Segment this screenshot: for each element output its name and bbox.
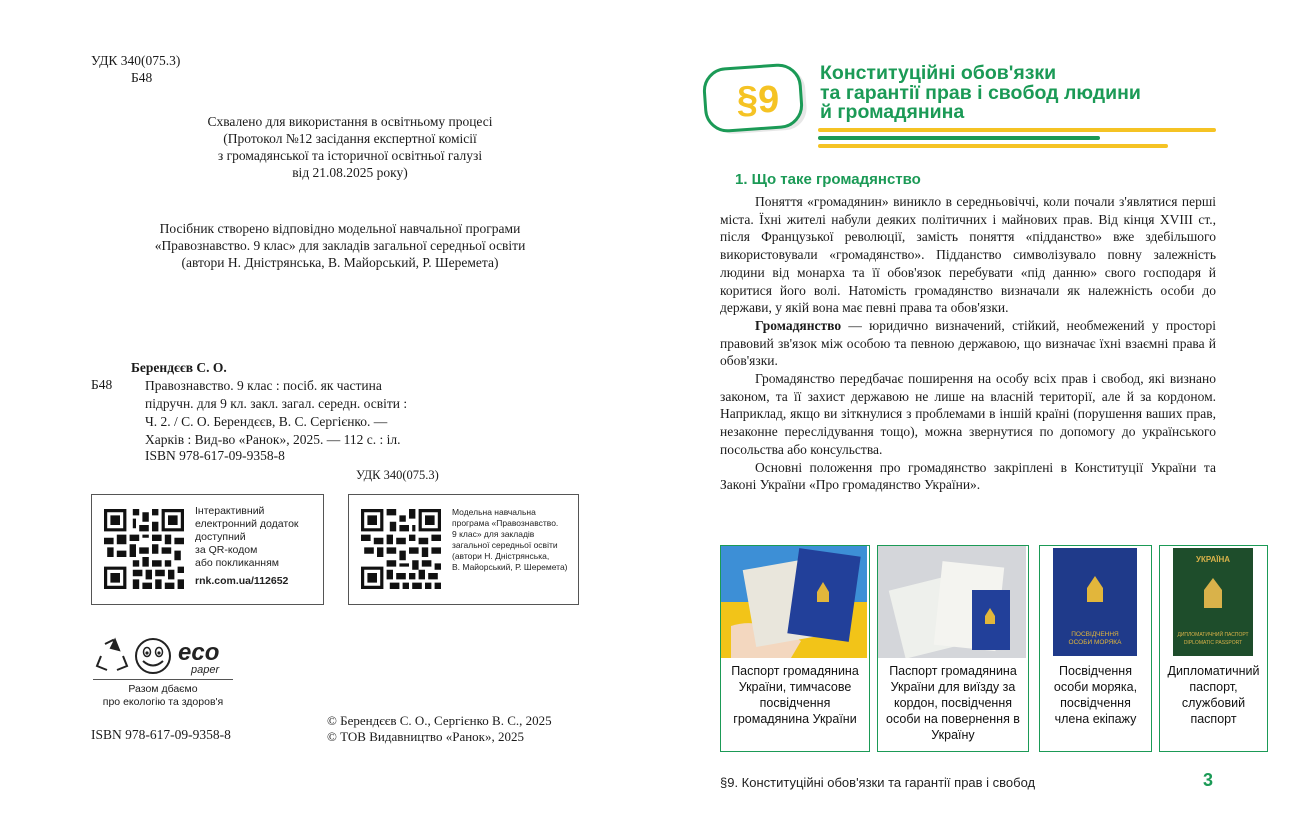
page-footer: §9. Конституційні обов'язки та гарантії прав і свобод: [720, 775, 1036, 790]
udk-code: УДК 340(075.3): [91, 53, 181, 68]
paragraph: Поняття «громадянин» виникло в середньовіччі, коли почали з'являтися перші міста. Їхні жителі набули деяких політичних і майнових прав. Від кінця XVIII ст., після Французької революції, замість поняття «підданство» вже здебільшого використовували «громадянство». Підданство символізувало повну залежність людини від монарха та її обов'язок перебувати «під данню» свого господаря й коритися його волі. Натомість громадянство визначали як належність особи до держави, у якій вона має певні права та обов'язки.: [720, 194, 1216, 316]
title-line: й громадянина: [820, 101, 965, 123]
biblio-line: Харків : Вид-во «Ранок», 2025. — 112 с. : іл.: [145, 432, 401, 447]
eco-sub: paper: [191, 664, 220, 676]
body-text: [720, 193, 1216, 494]
qr-code-icon[interactable]: [361, 509, 441, 589]
card-caption: Паспорт громадянина України для виїзду за кордон, посвідчення особи на повернення в Україну: [886, 664, 1020, 742]
biblio-line: Ч. 2. / С. О. Берендєєв, В. С. Сергієнко. —: [145, 414, 388, 429]
recycle-icon: [97, 640, 127, 670]
program-line: «Правознавство. 9 клас» для закладів загальної середньої освіти: [154, 238, 526, 253]
author-name: Берендєєв С. О.: [131, 360, 227, 375]
title-line: Конституційні обов'язки: [820, 62, 1057, 84]
seaman-id-photo: [1040, 546, 1149, 658]
document-card: [877, 545, 1029, 752]
divider: [93, 679, 233, 680]
biblio-description: [145, 377, 455, 449]
smiley-icon: [136, 639, 170, 673]
document-card: [720, 545, 870, 752]
card-caption: Посвідчення особи моряка, посвідчення члена екіпажу: [1053, 664, 1138, 726]
copyright-line: © Берендєєв С. О., Сергієнко В. С., 2025: [327, 713, 552, 728]
eco-word: eco: [178, 639, 220, 666]
isbn-biblio: ISBN 978-617-09-9358-8: [145, 448, 285, 463]
title-line: та гарантії прав і свобод людини: [820, 81, 1141, 104]
copyright-line: © ТОВ Видавництво «Ранок», 2025: [327, 729, 524, 744]
section-badge: [700, 62, 812, 136]
page-number: 3: [1203, 770, 1214, 790]
chapter-title: [820, 64, 1141, 123]
card-caption: Дипломатичний паспорт, службовий паспорт: [1167, 664, 1260, 726]
approval-line: від 21.08.2025 року): [292, 165, 408, 180]
decor-line: [818, 144, 1168, 148]
definition: — юридично визначений, стійкий, необмежений у просторі правовий зв'язок між особою та певною державою, що визначає їхні взаємні права й обов'язки.: [720, 317, 1216, 369]
document-card: [1039, 545, 1152, 752]
udk-right: УДК 340(075.3): [356, 468, 439, 482]
qr-box-program[interactable]: [348, 494, 579, 605]
qr-text-line: програма «Правознавство.: [452, 518, 559, 528]
qr-text-line: електронний додаток: [195, 518, 299, 530]
program-line: (автори Н. Дністрянська, В. Майорський, Р. Шеремета): [181, 255, 499, 270]
diplomatic-passport-photo: [1160, 546, 1265, 658]
eco-paper-logo: [93, 636, 235, 678]
biblio-line: Правознавство. 9 клас : посіб. як частина: [145, 378, 382, 393]
eco-slogan-line: про екологію та здоров'я: [102, 696, 224, 708]
qr-text-line: Інтерактивний: [195, 505, 265, 517]
biblio-line: підручн. для 9 кл. закл. загал. середн. освіти :: [145, 396, 408, 411]
paragraph: Громадянство передбачає поширення на особу всіх прав і свобод, які визнано законом, та її захист державою не лише на власній території, але й за кордоном. Наприклад, якщо ви зіткнулися з проблемами в іншій країні (порушення ваших прав, незаконне переслідування тощо), можна звернутися по допомогу до українського посольства або консульства.: [720, 371, 1216, 457]
qr-text-line: доступний: [195, 531, 246, 543]
qr-link[interactable]: rnk.com.ua/112652: [195, 575, 289, 587]
svg-text:DIPLOMATIC PASSPORT: DIPLOMATIC PASSPORT: [1183, 640, 1243, 646]
card-caption: Паспорт громадянина України, тимчасове посвідчення громадянина України: [731, 664, 859, 726]
approval-line: з громадянської та історичної освітньої галузі: [217, 148, 483, 163]
subsection-heading: 1. Що таке громадянство: [735, 171, 921, 188]
svg-text:ОСОБИ МОРЯКА: ОСОБИ МОРЯКА: [1068, 639, 1122, 646]
svg-text:ДИПЛОМАТИЧНИЙ ПАСПОРТ: ДИПЛОМАТИЧНИЙ ПАСПОРТ: [1177, 632, 1249, 638]
qr-text-line: (автори Н. Дністрянська,: [452, 551, 550, 561]
qr-text-line: Модельна навчальна: [452, 507, 536, 517]
qr-code-icon[interactable]: [104, 509, 184, 589]
program-block: [110, 220, 570, 271]
qr-text-line: загальної середньої освіти: [452, 540, 558, 550]
document-card: [1159, 545, 1268, 752]
svg-text:ПОСВІДЧЕННЯ: ПОСВІДЧЕННЯ: [1071, 631, 1119, 638]
qr-description: [195, 505, 299, 588]
paragraph: Основні положення про громадянство закріплені в Конституції України та Законі України «Про громадянство України».: [720, 459, 1216, 493]
svg-text:УКРАЇНА: УКРАЇНА: [1195, 555, 1231, 564]
program-line: Посібник створено відповідно модельної навчальної програми: [159, 221, 521, 236]
passport-photo: [721, 546, 867, 658]
decor-line: [818, 128, 1216, 132]
approval-line: (Протокол №12 засідання експертної комісії: [223, 131, 477, 146]
biblio-code: Б48: [91, 377, 113, 392]
qr-text-line: 9 клас» для закладів: [452, 529, 535, 539]
passport-photo: [878, 546, 1026, 658]
eco-slogan-line: Разом дбаємо: [128, 683, 198, 695]
approval-line: Схвалено для використання в освітньому процесі: [207, 114, 493, 129]
qr-box-interactive[interactable]: [91, 494, 324, 605]
qr-text-line: В. Майорський, Р. Шеремета): [452, 562, 568, 572]
paragraph: [720, 317, 1216, 370]
eco-slogan: [93, 683, 233, 709]
section-number: §9: [736, 79, 780, 121]
isbn-bottom: ISBN 978-617-09-9358-8: [91, 727, 231, 742]
qr-description: [452, 507, 568, 573]
qr-text-line: за QR-кодом: [195, 544, 258, 556]
approval-block: [150, 113, 550, 181]
copyright-block: [327, 713, 552, 745]
term: Громадянство: [755, 317, 842, 333]
qr-text-line: або покликанням: [195, 557, 280, 569]
udk-block: [91, 52, 180, 86]
library-code: Б48: [131, 70, 153, 85]
decor-line: [818, 136, 1100, 140]
